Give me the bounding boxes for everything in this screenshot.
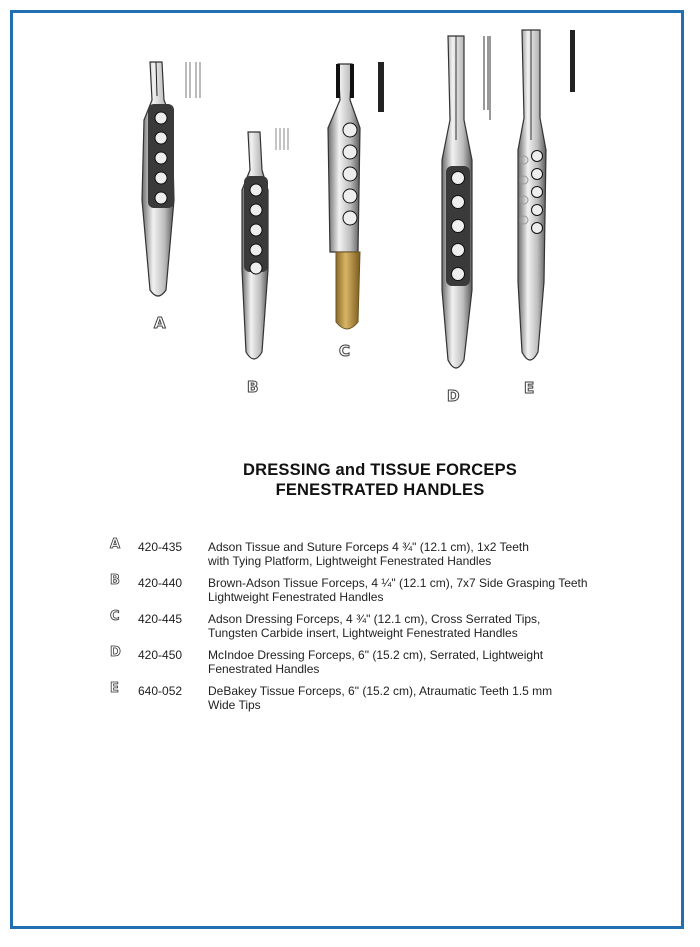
- forceps-c: [328, 62, 384, 329]
- item-description: [208, 576, 628, 604]
- item-description-line: DeBakey Tissue Forceps, 6" (15.2 cm), Atraumatic Teeth 1.5 mm: [208, 684, 553, 698]
- item-description: [208, 612, 628, 640]
- forceps-a: [142, 62, 200, 296]
- item-description-line: Wide Tips: [208, 698, 261, 712]
- item-description: [208, 648, 628, 676]
- item-letter: A: [110, 537, 121, 552]
- catalog-list: [110, 536, 630, 716]
- forceps-e: [518, 30, 575, 360]
- title-line-1: DRESSING and TISSUE FORCEPS: [242, 461, 518, 479]
- forceps-b: [242, 128, 288, 359]
- forceps-illustration: [0, 0, 700, 440]
- title-line-2: FENESTRATED HANDLES: [275, 481, 485, 499]
- figure-label-e: E: [524, 379, 535, 397]
- item-code: 420-445: [138, 612, 183, 626]
- list-item: [110, 644, 630, 680]
- item-description-line: McIndoe Dressing Forceps, 6" (15.2 cm), Serrated, Lightweight: [208, 648, 544, 662]
- list-item: [110, 608, 630, 644]
- figure-label-b: B: [247, 378, 259, 396]
- list-item: [110, 572, 630, 608]
- item-description-line: Tungsten Carbide insert, Lightweight Fenestrated Handles: [208, 626, 518, 640]
- item-description: [208, 540, 628, 568]
- item-code: 640-052: [138, 684, 183, 698]
- figure-label-a: A: [154, 314, 166, 332]
- list-item: [110, 536, 630, 572]
- item-letter: E: [110, 681, 119, 696]
- item-description-line: Adson Tissue and Suture Forceps 4 ¾" (12.1 cm), 1x2 Teeth: [208, 540, 529, 554]
- item-description: [208, 684, 628, 712]
- item-code: 420-435: [138, 540, 183, 554]
- item-description-line: Lightweight Fenestrated Handles: [208, 590, 384, 604]
- figure-label-c: C: [339, 342, 351, 360]
- item-code: 420-450: [138, 648, 183, 662]
- figure-label-d: D: [447, 387, 460, 405]
- page-title: [180, 460, 580, 500]
- item-description-line: Brown-Adson Tissue Forceps, 4 ¼" (12.1 cm), 7x7 Side Grasping Teeth: [208, 576, 588, 590]
- item-description-line: Fenestrated Handles: [208, 662, 320, 676]
- item-letter: C: [110, 609, 120, 624]
- item-description-line: Adson Dressing Forceps, 4 ¾" (12.1 cm), Cross Serrated Tips,: [208, 612, 541, 626]
- forceps-d: [442, 36, 490, 368]
- list-item: [110, 680, 630, 716]
- item-code: 420-440: [138, 576, 183, 590]
- item-description-line: with Tying Platform, Lightweight Fenestrated Handles: [208, 554, 492, 568]
- item-letter: B: [110, 573, 120, 588]
- item-letter: D: [110, 645, 121, 660]
